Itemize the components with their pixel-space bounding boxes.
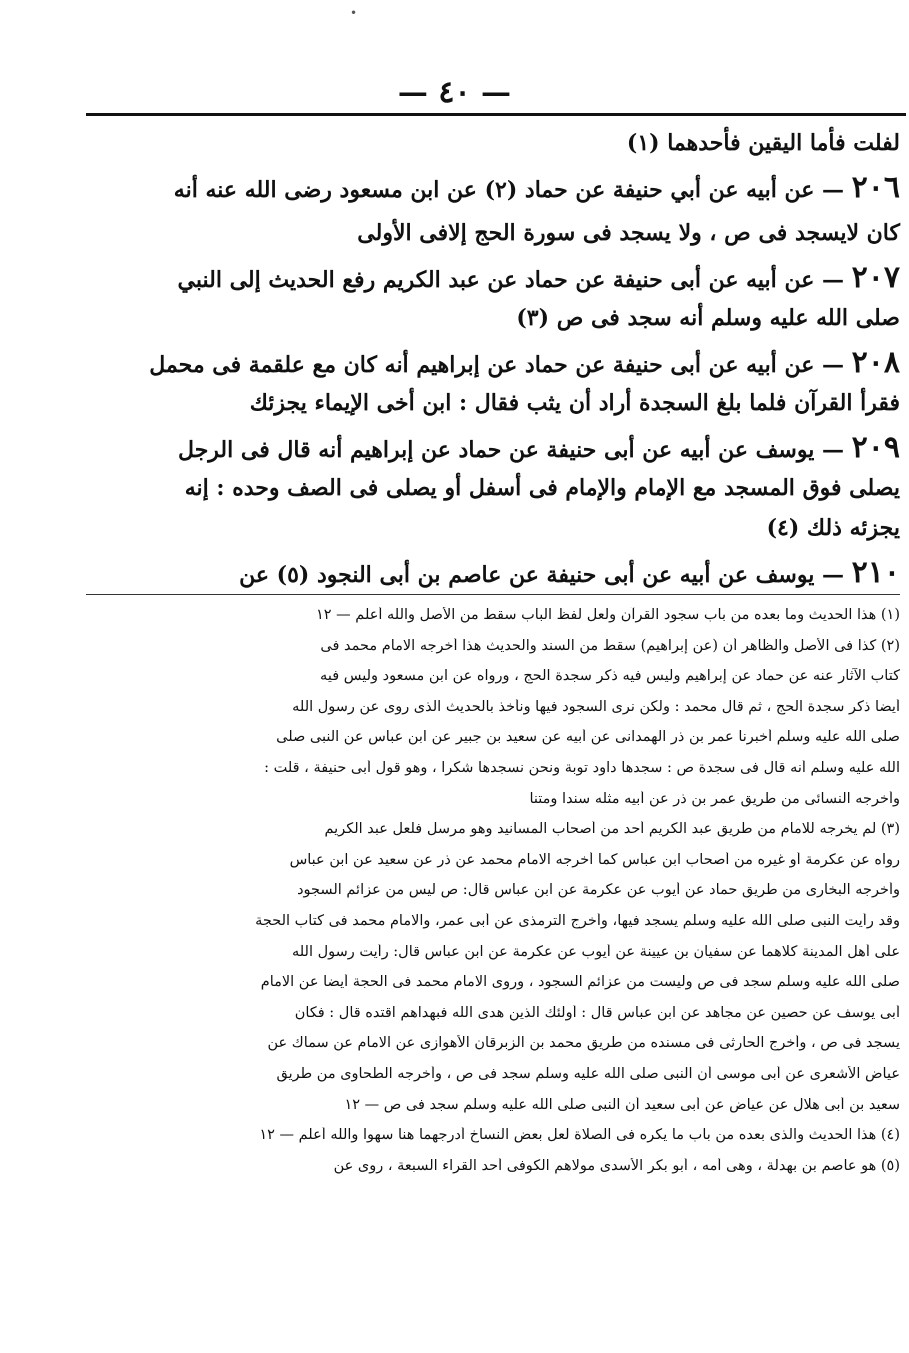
main-line-text: لفلت فأما اليقين فأحدهما (١) — [626, 130, 900, 156]
footnote-separator — [86, 594, 900, 595]
footnote-line: أبى يوسف عن حصين عن مجاهد عن ابن عباس قال : أولئك الذين هدى الله فبهداهم اقتده قال : فكان — [294, 1005, 900, 1021]
main-line-text: — عن أبيه عن أبى حنيفة عن حماد عن إبراهيم أنه كان مع علقمة فى محمل — [149, 352, 852, 378]
hadith-number: ٢٠٧ — [851, 260, 900, 295]
hadith-number: ٢٠٩ — [851, 430, 900, 465]
footnote-line: رواه عن عكرمة أو غيره من أصحاب ابن عباس كما أخرجه الامام محمد عن ذر عن سعيد عن ابن عباس — [289, 852, 900, 868]
footnote-line: (٥) هو عاصم بن بهدلة ، وهى أمه ، أبو بكر الأسدى مولاهم الكوفى أحد القراء السبعة ، روى عن — [333, 1158, 900, 1174]
scan-mark: • — [350, 6, 358, 20]
main-line-text: يجزئه ذلك (٤) — [766, 515, 900, 541]
main-line-text: فقرأ القرآن فلما بلغ السجدة أراد أن يثب فقال : ابن أخى الإيماء يجزئك — [249, 390, 900, 416]
footnote-line: يسجد فى ص ، وأخرج الحارثى فى مسنده من طريق محمد بن الزبرقان الأهوازى عن الامام عن سماك عن — [267, 1035, 900, 1051]
main-line — [88, 305, 900, 331]
page-number: — ٤٠ — — [397, 75, 512, 110]
main-line — [88, 260, 900, 295]
main-line-text: يصلى فوق المسجد مع الإمام والإمام فى أسفل أو يصلى فى الصف وحده : إنه — [184, 475, 900, 501]
footnote-line: وأخرجه البخارى من طريق حماد عن أيوب عن عكرمة عن ابن عباس قال: ص ليس من عزائم السجود — [297, 882, 900, 898]
main-line — [88, 555, 900, 590]
footnote-line: (١) هذا الحديث وما بعده من باب سجود القرآن ولعل لفظ الباب سقط من الأصل والله أعلم — ١٢ — [316, 607, 900, 623]
footnote-line: الله عليه وسلم أنه قال فى سجدة ص : سجدها داود توبة ونحن نسجدها شكرا ، وهو قول أبى حنيفة ، قلت : — [264, 760, 900, 776]
main-line — [88, 220, 900, 246]
main-line — [88, 130, 900, 156]
main-line — [88, 430, 900, 465]
header-rule — [86, 113, 906, 116]
hadith-number: ٢١٠ — [851, 555, 900, 590]
main-line — [88, 345, 900, 380]
main-line-text: — عن أبيه عن أبى حنيفة عن حماد عن عبد الكريم رفع الحديث إلى النبي — [177, 267, 852, 293]
footnote-line: وقد رأيت النبى صلى الله عليه وسلم يسجد فيها، وأخرج الترمذى عن أبى عمر، والامام محمد فى كتاب الحجة — [255, 913, 900, 929]
main-line — [88, 515, 900, 541]
footnote-line: كتاب الآثار عنه عن حماد عن إبراهيم وليس فيه ذكر سجدة الحج ، ورواه عن ابن مسعود وليس فيه — [320, 668, 900, 684]
footnote-line: صلى الله عليه وسلم سجد فى ص وليست من عزائم السجود ، وروى الامام محمد فى الحجة أيضا عن الامام — [260, 974, 900, 990]
main-line — [88, 475, 900, 501]
footnote-line: عياض الأشعرى عن أبى موسى أن النبى صلى الله عليه وسلم سجد فى ص ، وأخرجه الطحاوى من طريق — [276, 1066, 900, 1082]
main-line — [88, 170, 900, 205]
footnote-line: وأخرجه النسائى من طريق عمر بن ذر عن أبيه مثله سندا ومتنا — [529, 791, 900, 807]
hadith-number: ٢٠٦ — [851, 170, 900, 205]
footnote-line: صلى الله عليه وسلم أخبرنا عمر بن ذر الهمدانى عن أبيه عن سعيد بن جبير عن ابن عباس عن النبى صلى — [276, 729, 900, 745]
main-line-text: صلى الله عليه وسلم أنه سجد فى ص (٣) — [516, 305, 900, 331]
footnote-line: على أهل المدينة كلاهما عن سفيان بن عيينة عن أيوب عن عكرمة عن ابن عباس قال: رأيت رسول الله — [291, 944, 900, 960]
main-line-text: — عن أبيه عن أبي حنيفة عن حماد (٢) عن ابن مسعود رضى الله عنه أنه — [173, 177, 852, 203]
main-line — [88, 390, 900, 416]
hadith-number: ٢٠٨ — [851, 345, 900, 380]
footnote-line: (٣) لم يخرجه للامام من طريق عبد الكريم أحد من أصحاب المسانيد وهو مرسل فلعل عبد الكريم — [324, 821, 900, 837]
main-line-text: — يوسف عن أبيه عن أبى حنيفة عن عاصم بن أبى النجود (٥) عن — [239, 562, 852, 588]
footnote-line: أيضا ذكر سجدة الحج ، ثم قال محمد : ولكن نرى السجود فيها ونأخذ بالحديث الذى روى عن رسول الله — [292, 699, 900, 715]
footnote-line: (٤) هذا الحديث والذى بعده من باب ما يكره فى الصلاة لعل بعض النساخ أدرجهما هنا سهوا والله أعلم — ١٢ — [259, 1127, 900, 1143]
footnote-line: (٢) كذا فى الأصل والظاهر أن (عن إبراهيم) سقط من السند والحديث هذا أخرجه الامام محمد فى — [320, 638, 900, 654]
main-line-text: — يوسف عن أبيه عن أبى حنيفة عن حماد عن إبراهيم أنه قال فى الرجل — [178, 437, 852, 463]
footnote-line: سعيد بن أبى هلال عن عياض عن أبى سعيد أن النبى صلى الله عليه وسلم سجد فى ص — ١٢ — [344, 1097, 900, 1113]
main-line-text: كان لايسجد فى ص ، ولا يسجد فى سورة الحج إلافى الأولى — [357, 220, 900, 246]
